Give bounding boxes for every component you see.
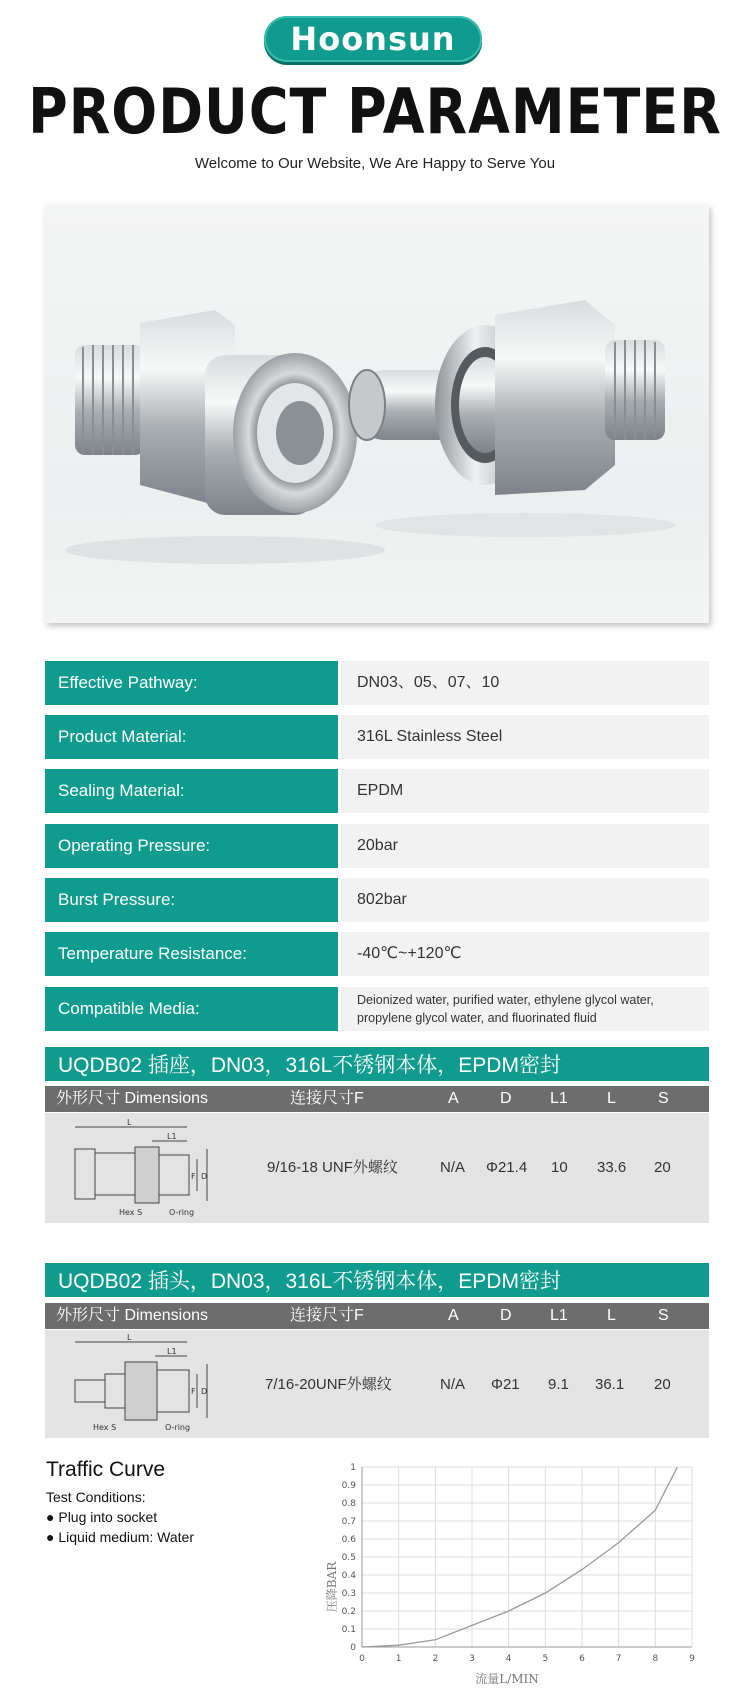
- cell-s: 20: [654, 1159, 671, 1176]
- cell-l: 33.6: [597, 1159, 627, 1176]
- dim-label-oring: O-ring: [165, 1423, 191, 1432]
- param-label: Compatible Media:: [45, 987, 338, 1031]
- y-tick-label: 1: [350, 1463, 356, 1473]
- col-a: A: [448, 1307, 459, 1324]
- col-connection: 连接尺寸F: [290, 1307, 364, 1324]
- cell-s: 20: [654, 1376, 671, 1393]
- cell-d: Φ21.4: [486, 1159, 528, 1176]
- param-value: 316L Stainless Steel: [341, 715, 709, 759]
- x-tick-label: 6: [579, 1654, 585, 1664]
- param-label: Temperature Resistance:: [45, 932, 338, 976]
- dim-label-d: D: [201, 1172, 208, 1181]
- product-photo: [45, 205, 709, 623]
- dim-label-l1: L1: [167, 1132, 177, 1141]
- dim-label-hex: Hex S: [119, 1208, 143, 1217]
- col-d: D: [500, 1307, 512, 1324]
- y-tick-label: 0.8: [341, 1499, 356, 1509]
- param-label: Product Material:: [45, 715, 338, 759]
- param-row-media: [45, 987, 709, 1031]
- x-tick-label: 5: [542, 1654, 549, 1664]
- param-value: -40℃~+120℃: [341, 932, 709, 976]
- col-s: S: [658, 1307, 669, 1324]
- traffic-title: Traffic Curve: [46, 1458, 166, 1481]
- col-dimensions: 外形尺寸 Dimensions: [56, 1090, 209, 1107]
- y-axis-label: 压降BAR: [325, 1561, 339, 1613]
- dim-label-l: L: [127, 1119, 132, 1127]
- chart-svg: [310, 1455, 730, 1701]
- col-d: D: [500, 1090, 512, 1107]
- cell-connection: 7/16-20UNF外螺纹: [265, 1376, 392, 1393]
- col-s: S: [658, 1090, 669, 1107]
- param-row-temperature: [45, 932, 709, 976]
- condition-item-0: ● Plug into socket: [46, 1509, 158, 1525]
- dim-label-f: F: [191, 1172, 196, 1181]
- socket-table-header: [45, 1086, 709, 1112]
- x-tick-label: 7: [615, 1654, 622, 1664]
- y-tick-label: 0.7: [341, 1517, 356, 1527]
- y-tick-label: 0.3: [341, 1589, 356, 1599]
- dim-label-d: D: [201, 1387, 208, 1396]
- cell-connection: 9/16-18 UNF外螺纹: [267, 1159, 398, 1176]
- traffic-curve-chart: [310, 1455, 730, 1701]
- cell-a: N/A: [440, 1376, 466, 1393]
- col-l: L: [607, 1090, 616, 1107]
- dim-label-l1: L1: [167, 1347, 177, 1356]
- brand-logo: [264, 16, 482, 62]
- condition-text: Liquid medium: Water: [58, 1529, 195, 1545]
- cell-l1: 10: [551, 1159, 568, 1176]
- socket-section-header: UQDB02 插座，DN03，316L不锈钢本体，EPDM密封: [45, 1047, 709, 1081]
- param-label: Burst Pressure:: [45, 878, 338, 922]
- x-tick-label: 1: [395, 1654, 402, 1664]
- dim-label-f: F: [191, 1387, 196, 1396]
- dim-label-oring: O-ring: [169, 1208, 195, 1217]
- condition-text: Plug into socket: [58, 1509, 158, 1525]
- param-value: Deionized water, purified water, ethylene glycol water, propylene glycol water, and fluorinated fluid: [341, 987, 709, 1031]
- plug-section-header: UQDB02 插头，DN03，316L不锈钢本体，EPDM密封: [45, 1263, 709, 1297]
- param-label: Sealing Material:: [45, 769, 338, 813]
- param-value: EPDM: [341, 769, 709, 813]
- page-subtitle: Welcome to Our Website, We Are Happy to Serve You: [194, 155, 556, 172]
- plug-table-row: [45, 1330, 709, 1438]
- y-tick-label: 0.4: [341, 1571, 356, 1581]
- param-value: 20bar: [341, 824, 709, 868]
- x-tick-label: 2: [432, 1654, 439, 1664]
- traffic-conditions: [46, 1487, 194, 1547]
- param-row-burst-pressure: [45, 878, 709, 922]
- col-a: A: [448, 1090, 459, 1107]
- col-l1: L1: [550, 1307, 568, 1324]
- x-tick-label: 3: [469, 1654, 475, 1664]
- conditions-title: Test Conditions:: [46, 1489, 146, 1505]
- param-value: 802bar: [341, 878, 709, 922]
- param-label: Operating Pressure:: [45, 824, 338, 868]
- cell-l1: 9.1: [548, 1376, 569, 1393]
- cell-d: Φ21: [491, 1376, 520, 1393]
- cell-l: 36.1: [595, 1376, 625, 1393]
- param-label: Effective Pathway:: [45, 661, 338, 705]
- y-tick-label: 0.9: [341, 1481, 356, 1491]
- plug-drawing: [67, 1334, 217, 1434]
- dim-label-l: L: [127, 1334, 132, 1342]
- x-tick-label: 8: [652, 1654, 659, 1664]
- x-tick-label: 4: [505, 1654, 512, 1664]
- plug-table-header: [45, 1303, 709, 1329]
- col-l1: L1: [550, 1090, 568, 1107]
- param-row-sealing: [45, 769, 709, 813]
- y-tick-label: 0.6: [341, 1535, 356, 1545]
- col-connection: 连接尺寸F: [290, 1090, 364, 1107]
- col-dimensions: 外形尺寸 Dimensions: [56, 1307, 209, 1324]
- param-row-operating-pressure: [45, 824, 709, 868]
- x-tick-label: 0: [359, 1654, 365, 1664]
- dim-label-hex: Hex S: [93, 1423, 117, 1432]
- coupling-illustration: [45, 205, 709, 623]
- logo-text: Hoonsun: [290, 20, 456, 58]
- y-tick-label: 0.1: [341, 1625, 356, 1635]
- socket-drawing: [67, 1119, 217, 1219]
- x-tick-label: 9: [689, 1654, 695, 1664]
- x-axis-label: 流量L/MIN: [475, 1672, 539, 1686]
- cell-a: N/A: [440, 1159, 466, 1176]
- col-l: L: [607, 1307, 616, 1324]
- param-value: DN03、05、07、10: [341, 661, 709, 705]
- page-title: PRODUCT PARAMETER: [28, 75, 722, 148]
- param-row-material: [45, 715, 709, 759]
- y-tick-label: 0.5: [341, 1553, 356, 1563]
- y-tick-label: 0.2: [341, 1607, 356, 1617]
- param-row-pathway: [45, 661, 709, 705]
- socket-table-row: [45, 1113, 709, 1223]
- condition-item-1: ● Liquid medium: Water: [46, 1529, 195, 1545]
- y-tick-label: 0: [350, 1643, 356, 1653]
